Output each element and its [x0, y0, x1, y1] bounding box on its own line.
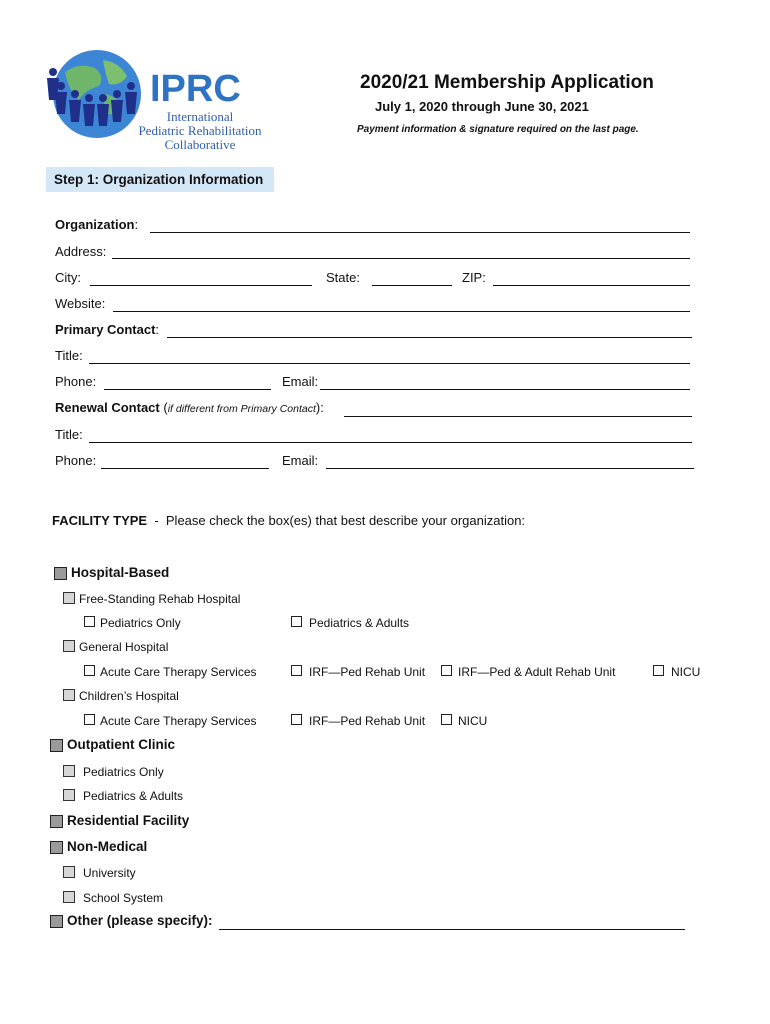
school-system-checkbox[interactable] [63, 891, 75, 903]
primary-phone-field[interactable] [104, 389, 271, 390]
other-specify-field[interactable] [219, 929, 685, 930]
residential-facility-checkbox[interactable] [50, 815, 63, 828]
gh-acute-care-label: Acute Care Therapy Services [100, 665, 257, 679]
renewal-contact-field[interactable] [344, 416, 692, 417]
address-label: Address: [55, 244, 107, 259]
ch-irf-ped-label: IRF—Ped Rehab Unit [309, 714, 426, 728]
website-field[interactable] [113, 311, 690, 312]
zip-label: ZIP: [462, 270, 486, 285]
gh-irf-ped-adult-label: IRF—Ped & Adult Rehab Unit [458, 665, 616, 679]
renewal-phone-field[interactable] [101, 468, 269, 469]
state-field[interactable] [372, 285, 452, 286]
gh-nicu-label: NICU [671, 665, 701, 679]
primary-email-label: Email: [282, 374, 319, 389]
ch-acute-care-label: Acute Care Therapy Services [100, 714, 257, 728]
facility-type-heading [52, 513, 525, 528]
gh-acute-care-checkbox[interactable] [84, 665, 95, 676]
logo-line-3: Collaborative [164, 137, 236, 152]
op-pediatrics-adults-label: Pediatrics & Adults [83, 789, 184, 803]
primary-contact-text: Primary Contact [55, 322, 156, 337]
op-pediatrics-only-label: Pediatrics Only [83, 765, 164, 779]
city-label: City: [55, 270, 81, 285]
childrens-hospital-checkbox[interactable] [63, 689, 75, 701]
hospital-based-label: Hospital-Based [71, 565, 170, 580]
fs-pediatrics-adults-label: Pediatrics & Adults [309, 616, 410, 630]
primary-title-field[interactable] [89, 363, 690, 364]
other-checkbox[interactable] [50, 915, 63, 928]
childrens-hospital-label: Children’s Hospital [79, 689, 179, 703]
step-1-heading: Step 1: Organization Information [46, 167, 274, 192]
zip-field[interactable] [493, 285, 690, 286]
university-label: University [83, 866, 136, 880]
logo-line-2: Pediatric Rehabilitation [138, 123, 262, 138]
fs-pediatrics-only-label: Pediatrics Only [100, 616, 181, 630]
primary-contact-field[interactable] [167, 337, 692, 338]
gh-irf-ped-adult-checkbox[interactable] [441, 665, 452, 676]
ch-nicu-label: NICU [458, 714, 488, 728]
ch-acute-care-checkbox[interactable] [84, 714, 95, 725]
organization-label-text: Organization [55, 217, 135, 232]
residential-facility-label: Residential Facility [67, 813, 190, 828]
facility-type-instruction: - Please check the box(es) that best describe your organization: [147, 513, 526, 528]
free-standing-checkbox[interactable] [63, 592, 75, 604]
primary-contact-label [55, 322, 159, 337]
renewal-email-label: Email: [282, 453, 319, 468]
gh-irf-ped-label: IRF—Ped Rehab Unit [309, 665, 426, 679]
renewal-title-field[interactable] [89, 442, 692, 443]
university-checkbox[interactable] [63, 866, 75, 878]
logo-subtitle [132, 110, 268, 152]
city-field[interactable] [90, 285, 312, 286]
logo-line-1: International [166, 109, 234, 124]
address-field[interactable] [112, 258, 690, 259]
state-label: State: [326, 270, 360, 285]
website-label: Website: [55, 296, 106, 311]
renewal-phone-label: Phone: [55, 453, 97, 468]
hospital-based-checkbox[interactable] [54, 567, 67, 580]
renewal-paren-close: ): [315, 400, 324, 415]
non-medical-label: Non-Medical [67, 839, 148, 854]
general-hospital-label: General Hospital [79, 640, 169, 654]
op-pediatrics-only-checkbox[interactable] [63, 765, 75, 777]
other-label: Other (please specify): [67, 913, 213, 928]
primary-email-field[interactable] [320, 389, 690, 390]
renewal-title-label: Title: [55, 427, 83, 442]
logo-acronym: IPRC [150, 68, 241, 110]
payment-note: Payment information & signature required on the last page. [357, 124, 639, 135]
organization-label [55, 217, 138, 232]
facility-type-title: FACILITY TYPE [52, 513, 148, 528]
renewal-note: if different from Primary Contact [167, 403, 316, 415]
ch-irf-ped-checkbox[interactable] [291, 714, 302, 725]
non-medical-checkbox[interactable] [50, 841, 63, 854]
primary-phone-label: Phone: [55, 374, 97, 389]
gh-nicu-checkbox[interactable] [653, 665, 664, 676]
renewal-paren-open: ( [159, 400, 168, 415]
gh-irf-ped-checkbox[interactable] [291, 665, 302, 676]
primary-contact-colon: : [155, 322, 160, 337]
organization-field[interactable] [150, 232, 690, 233]
page-title: 2020/21 Membership Application [360, 72, 654, 93]
op-pediatrics-adults-checkbox[interactable] [63, 789, 75, 801]
renewal-contact-label [55, 400, 324, 415]
outpatient-clinic-label: Outpatient Clinic [67, 737, 175, 752]
fs-pediatrics-adults-checkbox[interactable] [291, 616, 302, 627]
fs-pediatrics-only-checkbox[interactable] [84, 616, 95, 627]
ch-nicu-checkbox[interactable] [441, 714, 452, 725]
organization-colon: : [134, 217, 139, 232]
renewal-contact-text: Renewal Contact [55, 400, 160, 415]
outpatient-clinic-checkbox[interactable] [50, 739, 63, 752]
membership-dates: July 1, 2020 through June 30, 2021 [375, 99, 589, 114]
renewal-email-field[interactable] [326, 468, 694, 469]
school-system-label: School System [83, 891, 164, 905]
general-hospital-checkbox[interactable] [63, 640, 75, 652]
primary-title-label: Title: [55, 348, 83, 363]
free-standing-label: Free-Standing Rehab Hospital [79, 592, 241, 606]
